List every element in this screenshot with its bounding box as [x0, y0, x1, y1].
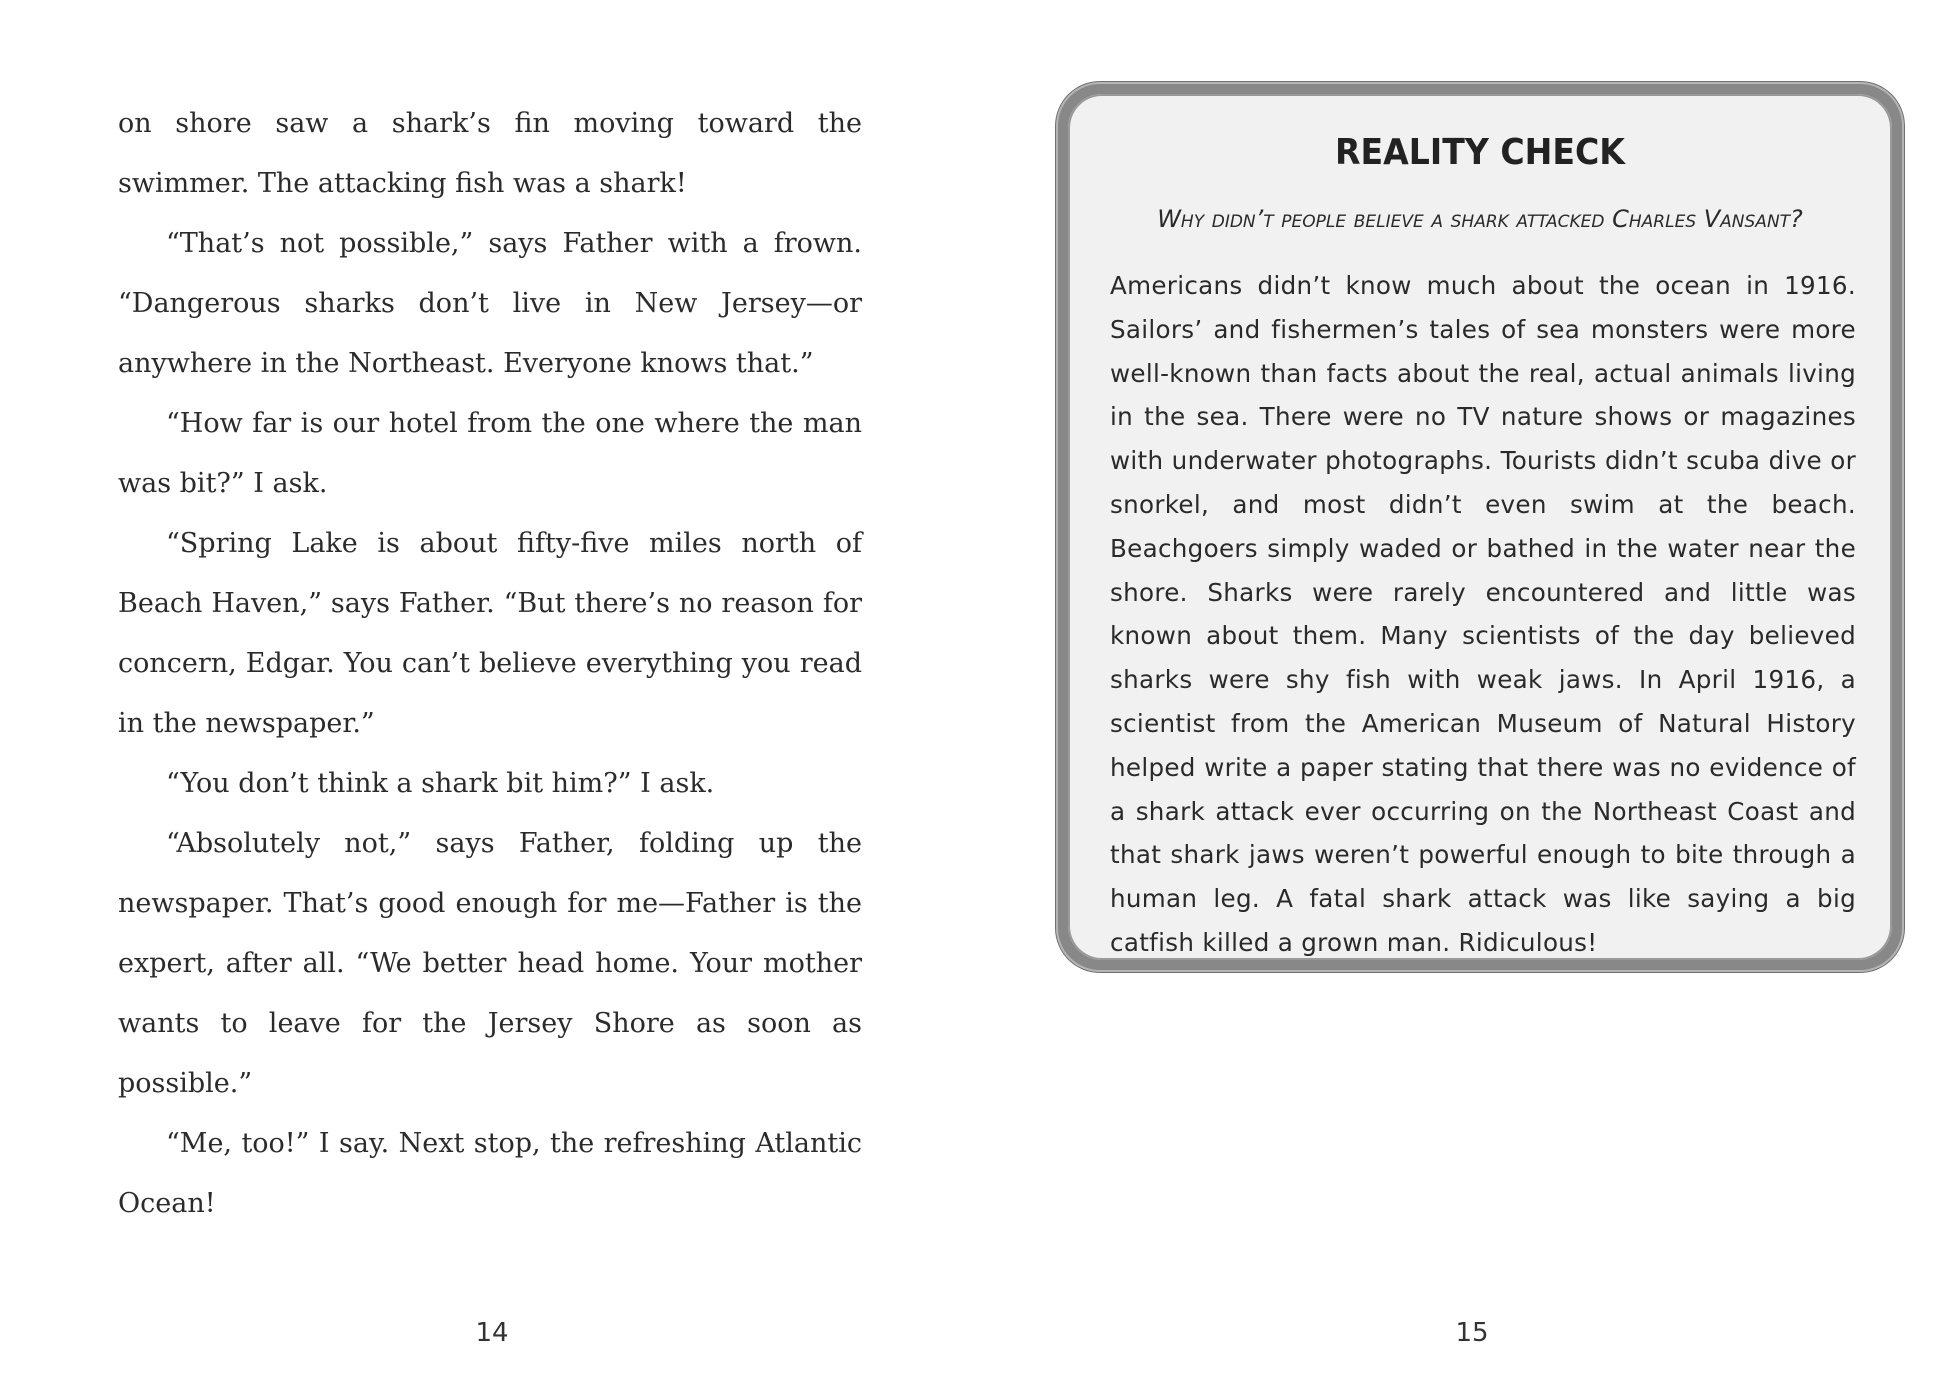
paragraph: “That’s not possible,” says Father with a frown. “Dangerous sharks don’t live in New Jersey—or anywhere in the Northeast. Everyone knows that.” — [118, 228, 862, 379]
paragraph: “Me, too!” I say. Next stop, the refreshing Atlantic Ocean! — [118, 1128, 862, 1219]
story-text — [118, 94, 862, 1234]
reality-check-panel — [1068, 94, 1892, 960]
paragraph: “Absolutely not,” says Father, folding up the newspaper. That’s good enough for me—Father is the expert, after all. “We better head home. Your mother wants to leave for the Jersey Shore as soon as possible.” — [118, 828, 862, 1099]
page-number-left: 14 — [475, 1318, 509, 1348]
reality-check-box — [1056, 82, 1904, 972]
page-number-right: 15 — [1455, 1318, 1489, 1348]
paragraph: on shore saw a shark’s fin moving toward the swimmer. The attacking fish was a shark! — [118, 108, 862, 199]
paragraph: “How far is our hotel from the one where the man was bit?” I ask. — [118, 408, 862, 499]
box-question: Why didn’t people believe a shark attacked Charles Vansant? — [1157, 205, 1803, 233]
paragraph: “You don’t think a shark bit him?” I ask. — [166, 768, 715, 799]
box-body: Americans didn’t know much about the ocean in 1916. Sailors’ and fishermen’s tales of sea monsters were more well-known than facts about the real, actual animals living in the sea. There were no TV nature shows or magazines with underwater photographs. Tourists didn’t scuba dive or snorkel, and most didn’t even swim at the beach. Beachgoers simply waded or bathed in the water near the shore. Sharks were rarely encountered and little was known about them. Many scientists of the day believed sharks were shy fish with weak jaws. In April 1916, a scientist from the American Museum of Natural History helped write a paper stating that there was no evidence of a shark attack ever occurring on the Northeast Coast and that shark jaws weren’t powerful enough to bite through a human leg. A fatal shark attack was like saying a big catfish killed a grown man. Ridiculous! — [1110, 271, 1856, 957]
box-title: REALITY CHECK — [1335, 132, 1625, 173]
paragraph: “Spring Lake is about fifty-five miles north of Beach Haven,” says Father. “But there’s no reason for concern, Edgar. You can’t believe everything you read in the newspaper.” — [118, 528, 862, 739]
